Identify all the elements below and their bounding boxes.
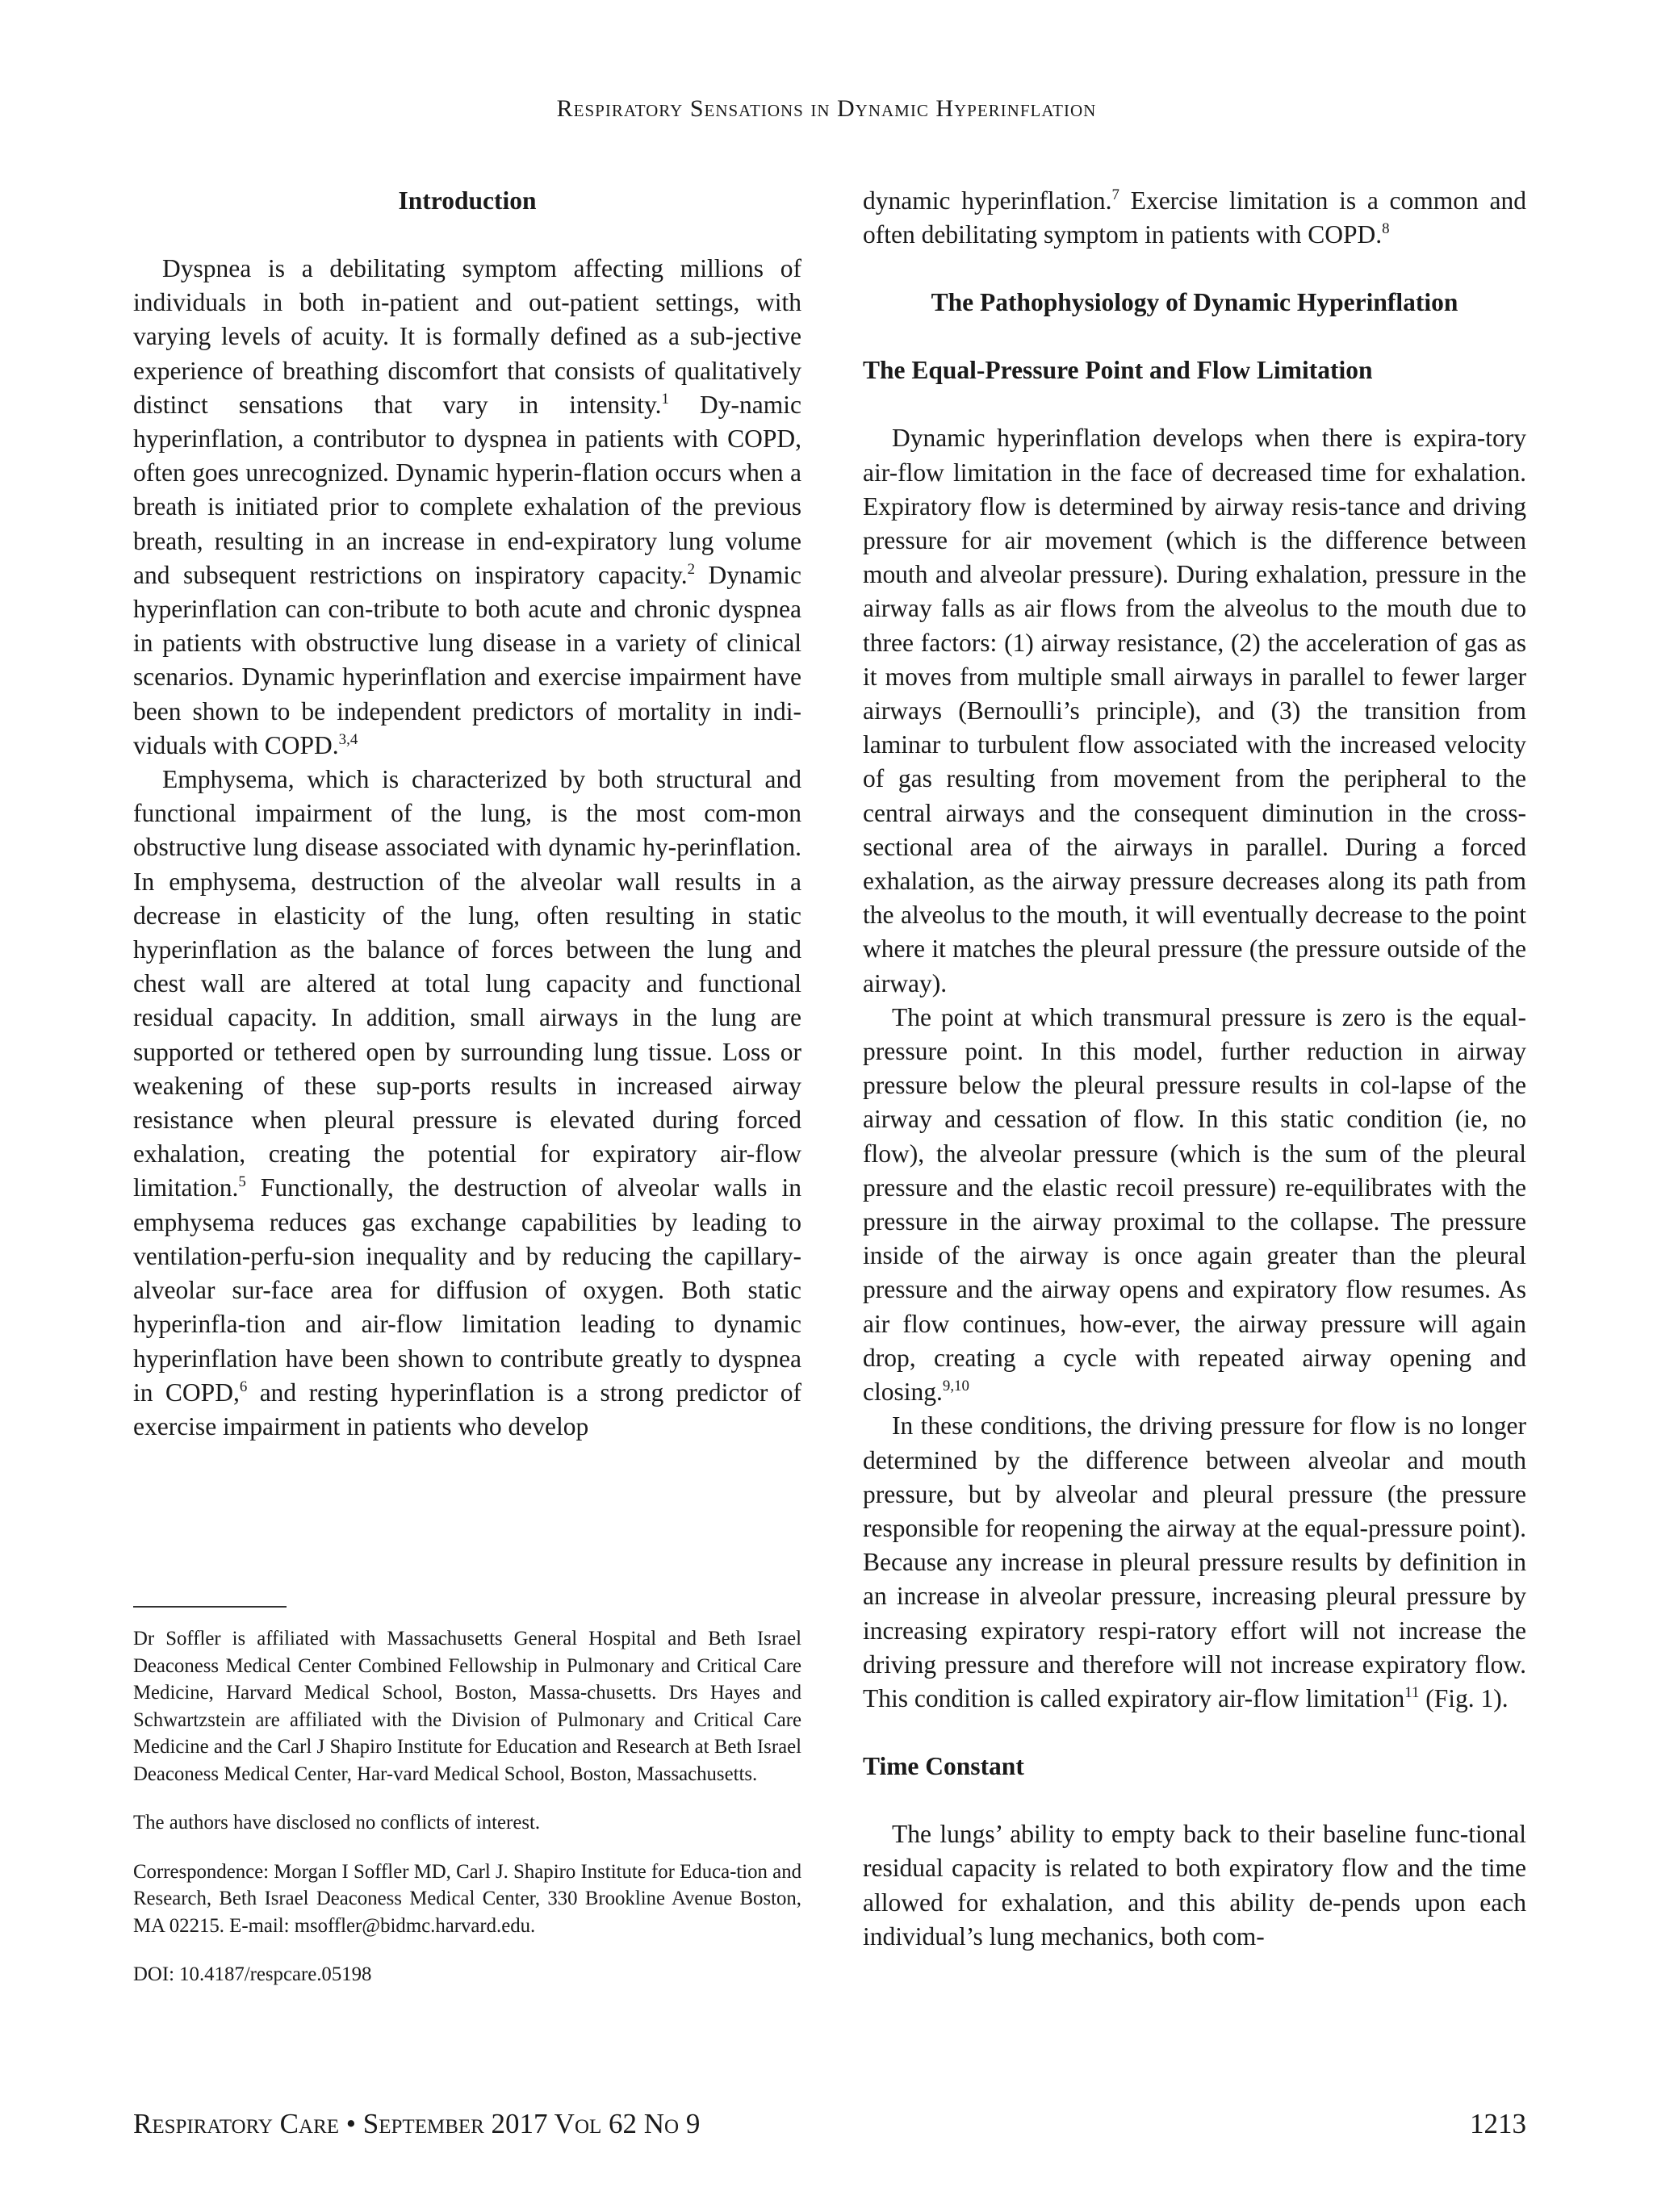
introduction-heading: Introduction: [398, 186, 537, 215]
body-paragraph-3: In these conditions, the driving pressure for flow is no longer determined by the difference between alveolar and mouth pressure, but by alveolar and pleural pressure (the pressure responsible for reopening the airway at the equal-pressure point). Because any increase in pleural pressure results by definition in an increase in alveolar pressure, increasing pleural pressure by increasing expiratory respi-ratory effort will not increase the driving pressure and therefore will not increase expiratory flow. This condition is called expiratory air-flow limitation$^{11}$ (Fig. 1).: [863, 1411, 1526, 1712]
intro-paragraph-2: Emphysema, which is characterized by both structural and functional impairment of the lung, is the most com-mon obstructive lung disease associated with dynamic hy-perinflation. In emphysema, destruction of the alveolar wall results in a decrease in elasticity of the lung, often resulting in static hyperinflation as the balance of forces between the lung and chest wall are altered at total lung capacity and functional residual capacity. In addition, small airways in the lung are supported or tethered open by surrounding lung tissue. Loss or weakening of these sup-ports results in increased airway resistance when pleural pressure is elevated during forced exhalation, creating the potential for expiratory air-flow limitation.$^5$ Functionally, the destruction of alveolar walls in emphysema reduces gas exchange capabilities by leading to ventilation-perfu-sion inequality and by reducing the capillary-alveolar sur-face area for diffusion of oxygen. Both static hyperinfla-tion and air-flow limitation leading to dynamic hyperinflation have been shown to contribute greatly to dyspnea in COPD,$^6$ and resting hyperinflation is a strong predictor of exercise impairment in patients who develop: [133, 765, 801, 1441]
page-footer: [133, 2108, 1526, 2140]
intro-paragraph-1: Dyspnea is a debilitating symptom affecting millions of individuals in both in-patient and out-patient settings, with varying levels of acuity. It is formally defined as a sub-jective experience of breathing discomfort that consists of qualitatively distinct sensations that vary in intensity.$^1$ Dy-namic hyperinflation, a contributor to dyspnea in patients with COPD, often goes unrecognized. Dynamic hyperin-flation occurs when a breath is initiated prior to complete exhalation of the previous breath, resulting in an increase in end-expiratory lung volume and subsequent restrictions on inspiratory capacity.$^2$ Dynamic hyperinflation can con-tribute to both acute and chronic dyspnea in patients with obstructive lung disease in a variety of clinical scenarios. Dynamic hyperinflation and exercise impairment have been shown to be independent predictors of mortality in indi-viduals with COPD.$^{3,4}$: [133, 254, 801, 759]
section-heading: The Pathophysiology of Dynamic Hyperinflation: [931, 288, 1458, 317]
affiliation-note: Dr Soffler is affiliated with Massachusetts General Hospital and Beth Israel Deaconess Medical Center Combined Fellowship in Pulmonary and Critical Care Medicine, Harvard Medical School, Boston, Massa-chusetts. Drs Hayes and Schwartzstein are affiliated with the Division of Pulmonary and Critical Care Medicine and the Carl J Shapiro Institute for Education and Research at Beth Israel Deaconess Medical Center, Har-vard Medical School, Boston, Massachusetts.: [133, 1628, 801, 1785]
footnotes: [133, 1606, 801, 1988]
correspondence-note: Correspondence: Morgan I Soffler MD, Carl J. Shapiro Institute for Educa-tion and Research, Beth Israel Deaconess Medical Center, 330 Brookline Avenue Boston, MA 02215. E-mail: msoffler@bidmc.harvard.edu.: [133, 1860, 801, 1937]
running-head: Respiratory Sensations in Dynamic Hyperinflation: [556, 95, 1097, 122]
journal-citation: Respiratory Care • September 2017 Vol 62 No 9: [133, 2108, 701, 2139]
subsection-heading-equal-pressure: The Equal-Pressure Point and Flow Limitation: [863, 356, 1373, 385]
subsection-heading-time-constant: Time Constant: [863, 1752, 1024, 1781]
page-number: 1213: [1470, 2108, 1526, 2139]
doi-note: DOI: 10.4187/respcare.05198: [133, 1963, 372, 1985]
body-paragraph-1: Dynamic hyperinflation develops when there is expira-tory air-flow limitation in the face of decreased time for exhalation. Expiratory flow is determined by airway resis-tance and driving pressure for air movement (which is the difference between mouth and alveolar pressure). During exhalation, pressure in the airway falls as air flows from the alveolus to the mouth due to three factors: (1) airway resistance, (2) the acceleration of gas as it moves from multiple small airways in parallel to fewer larger airways (Bernoulli’s principle), and (3) the transition from laminar to turbulent flow associated with the increased velocity of gas resulting from movement from the peripheral to the central airways and the consequent diminution in the cross-sectional area of the airways in parallel. During a forced exhalation, as the airway pressure decreases along its path from the alveolus to the mouth, it will eventually decrease to the point where it matches the pleural pressure (the pressure outside of the airway).: [863, 424, 1526, 997]
conflicts-note: The authors have disclosed no conflicts of interest.: [133, 1812, 541, 1834]
continued-paragraph: dynamic hyperinflation.$^7$ Exercise limitation is a common and often debilitating symptom in patients with COPD.$^8$: [863, 186, 1526, 249]
body-paragraph-4: The lungs’ ability to empty back to their baseline func-tional residual capacity is related to both expiratory flow and the time allowed for exhalation, and this ability de-pends upon each individual’s lung mechanics, both com-: [863, 1820, 1526, 1951]
body-paragraph-2: The point at which transmural pressure is zero is the equal-pressure point. In this model, further reduction in airway pressure below the pleural pressure results in col-lapse of the airway and cessation of flow. In this static condition (ie, no flow), the alveolar pressure (which is the sum of the pleural pressure and the elastic recoil pressure) re-equilibrates with the pressure in the airway proximal to the collapse. The pressure inside of the airway is once again greater than the pleural pressure and the airway opens and expiratory flow resumes. As air flow continues, how-ever, the airway pressure will again drop, creating a cycle with repeated airway opening and closing.$^{9,10}$: [863, 1002, 1526, 1407]
right-column: [863, 184, 1526, 1954]
left-column: [133, 184, 801, 1444]
